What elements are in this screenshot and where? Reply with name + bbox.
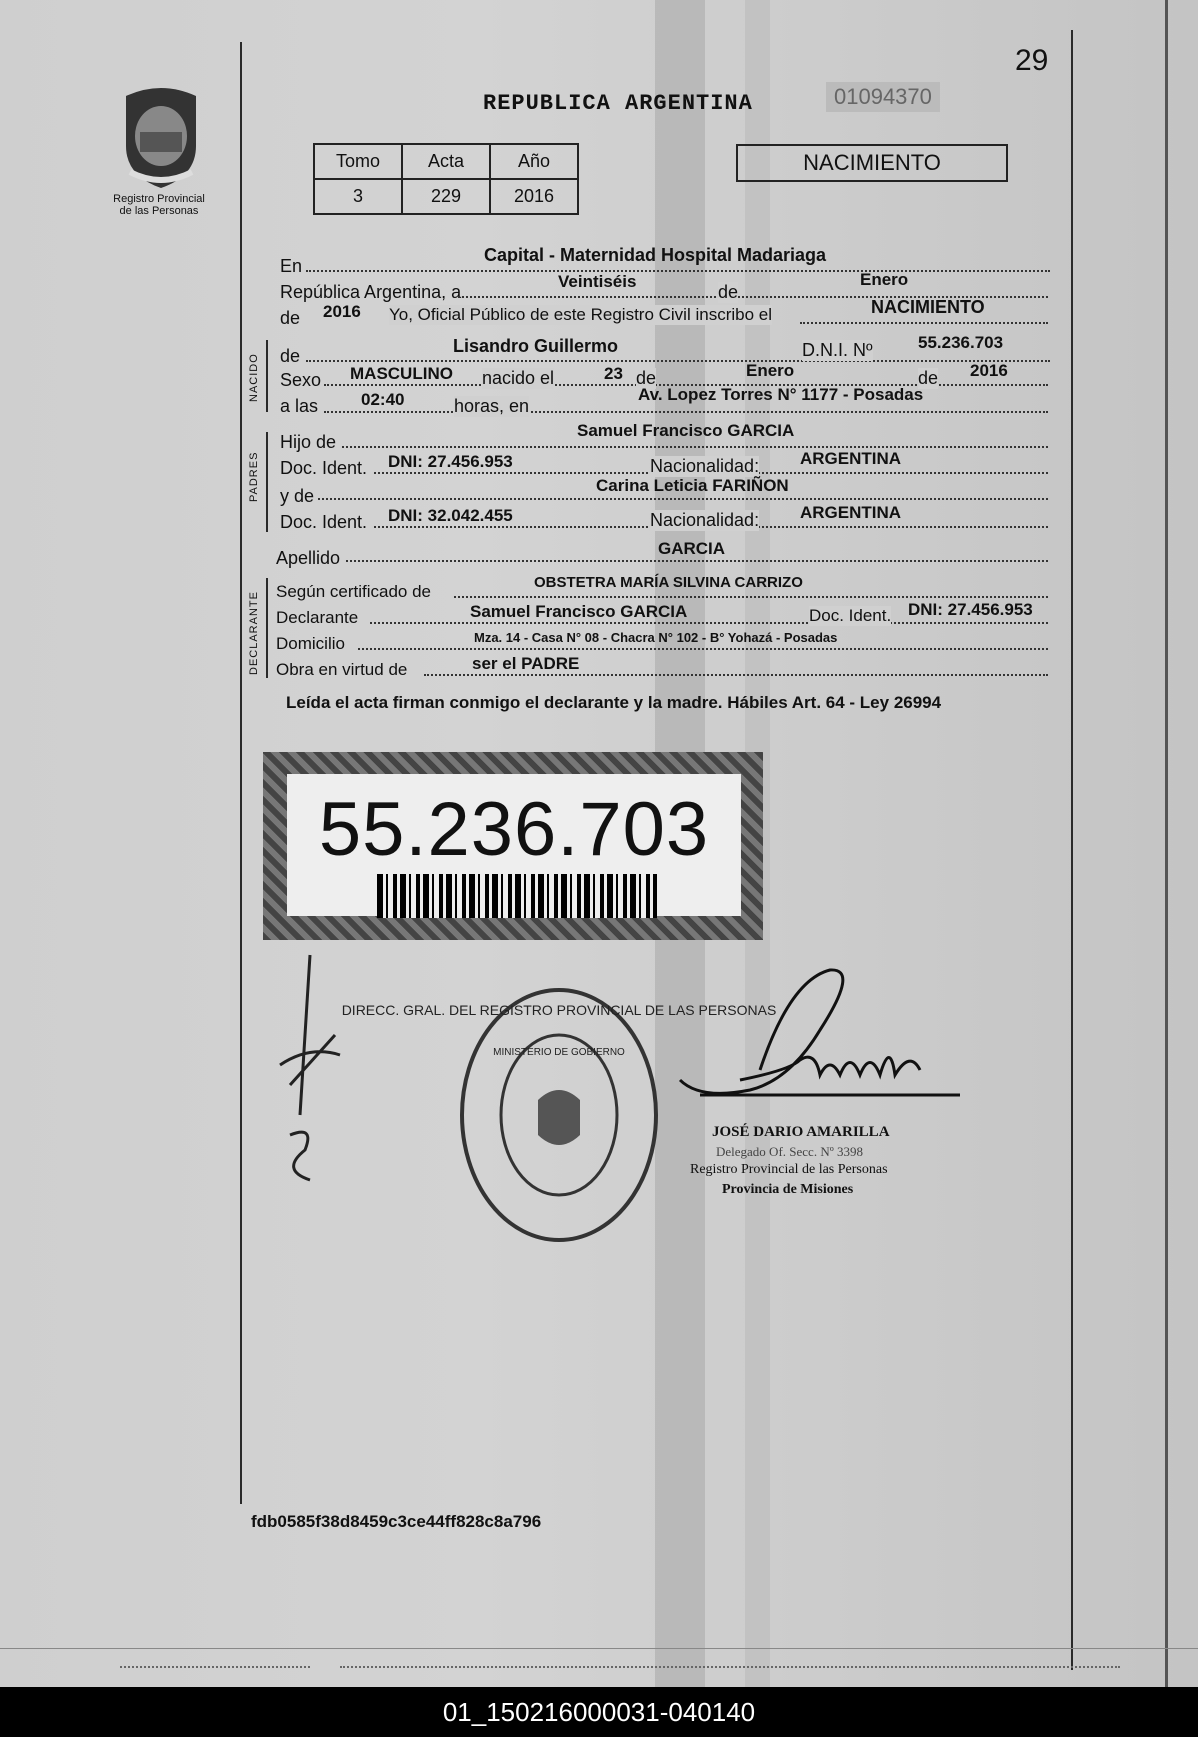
table-cell: 2016 [490,179,578,214]
de3-label: de [280,346,301,366]
handwritten-initials [270,955,350,1185]
dotted-line [358,648,1048,650]
certificado-value: OBSTETRA MARÍA SILVINA CARRIZO [534,574,803,591]
barcode-bars [377,874,657,918]
section-bracket [266,432,268,532]
hijo-label: Hijo de [280,432,337,452]
oficial-text: Yo, Oficial Público de este Registro Civil inscribo el [389,305,772,324]
side-label-declarante: DECLARANTE [248,591,260,675]
de4-label: de [636,368,657,388]
yde-label: y de [280,486,315,506]
sexo-value: MASCULINO [350,364,453,383]
docident-label: Doc. Ident. [280,458,368,478]
sexo-label: Sexo [280,370,322,390]
de2-label: de [280,308,301,328]
declarante-label: Declarante [276,608,359,627]
father-nationality: ARGENTINA [800,449,902,468]
dni-label: D.N.I. Nº [802,340,873,360]
child-name: Lisandro Guillermo [453,336,619,356]
domicilio-value: Mza. 14 - Casa N° 08 - Chacra N° 102 - B° Yohazá - Posadas [474,630,838,645]
obra-label: Obra en virtud de [276,660,408,679]
table-cell: 3 [314,179,402,214]
side-label-nacido: NACIDO [248,353,260,402]
birth-day: 23 [604,364,623,383]
en-label: En [280,256,303,276]
dotted-line [306,360,1050,362]
dotted-line [318,498,1048,500]
section-bracket [266,578,268,678]
table-header: Tomo [314,144,402,179]
birth-time: 02:40 [361,390,405,409]
side-label-padres: PADRES [248,451,260,502]
dotted-line [800,322,1048,324]
dotted-line [342,446,1048,448]
footer-id: 01_150216000031-040140 [0,1687,1198,1737]
official-signature [640,970,980,1130]
official-stamp [341,985,777,1245]
father-name: Samuel Francisco GARCIA [577,421,795,440]
barcode-sticker [263,752,763,940]
page-edge [1165,0,1168,1687]
mother-nationality: ARGENTINA [800,503,902,522]
horas-label: horas, en [454,396,530,416]
segun-label: Según certificado de [276,582,431,601]
docident2-label: Doc. Ident. [280,512,368,532]
table-header: Acta [402,144,490,179]
de-label: de [718,282,739,302]
en-value: Capital - Maternidad Hospital Madariaga [484,245,827,265]
mother-doc: DNI: 32.042.455 [388,506,513,525]
docident3-label: Doc. Ident. [809,606,892,625]
dotted-line [370,622,1048,624]
scan-fold-line [0,1648,1198,1649]
year1: 2016 [323,302,361,321]
signatory-office: Registro Provincial de las Personas [690,1162,888,1177]
record-type-box: NACIMIENTO [736,144,1008,182]
signatory-role: Delegado Of. Secc. Nº 3398 [716,1144,863,1159]
child-dni: 55.236.703 [918,333,1004,352]
birth-place: Av. Lopez Torres N° 1177 - Posadas [638,385,924,404]
barcode-number: 55.236.703 [318,787,710,872]
de5-label: de [918,368,939,388]
registry-caption: Registro Provincial de las Personas [113,193,205,217]
dotted-line [346,560,1048,562]
inscribe-value: NACIMIENTO [871,297,985,317]
apellido-label: Apellido [276,548,341,568]
mother-name: Carina Leticia FARIÑON [596,476,789,495]
misiones-seal-logo [118,84,204,190]
day-words: Veintiséis [558,272,637,291]
barcode-label [287,774,741,916]
nacionalidad-label: Nacionalidad: [650,456,760,476]
serial-number: 01094370 [826,82,940,112]
section-bracket [266,340,268,412]
record-table [313,143,579,215]
signatory-name: JOSÉ DARIO AMARILLA [712,1124,890,1140]
table-header: Año [490,144,578,179]
right-margin-line [1071,30,1073,1670]
nacionalidad2-label: Nacionalidad: [650,510,760,530]
signatory-province: Provincia de Misiones [722,1182,854,1197]
dotted-line [324,411,1048,413]
birth-month: Enero [746,361,795,380]
left-margin-line [240,42,242,1504]
father-doc: DNI: 27.456.953 [388,452,513,471]
dotted-line [306,270,1050,272]
dotted-line [340,1666,1120,1668]
dotted-line [120,1666,310,1668]
alas-label: a las [280,396,319,416]
closing-text: Leída el acta firman conmigo el declarante y la madre. Hábiles Art. 64 - Ley 26994 [286,693,942,712]
declarante-value: Samuel Francisco GARCIA [470,602,688,621]
apellido-value: GARCIA [658,539,726,558]
nacido-label: nacido el [482,368,555,388]
stamp-inner-text: MINISTERIO DE GOBIERNO [493,1047,625,1058]
month1: Enero [860,270,909,289]
declarante-doc: DNI: 27.456.953 [908,600,1033,619]
republica-label: República Argentina, a [280,282,462,302]
document-title: REPUBLICA ARGENTINA [483,91,753,116]
dotted-line [424,674,1048,676]
obra-value: ser el PADRE [472,654,580,673]
dotted-line [454,596,1048,598]
document-hash: fdb0585f38d8459c3ce44ff828c8a796 [251,1512,542,1531]
page-number: 29 [1015,44,1049,77]
domicilio-label: Domicilio [276,634,345,653]
stamp-ring-text: DIRECC. GRAL. DEL REGISTRO PROVINCIAL DE LAS PERSONAS [341,1002,777,1018]
table-cell: 229 [402,179,490,214]
birth-year: 2016 [970,361,1008,380]
